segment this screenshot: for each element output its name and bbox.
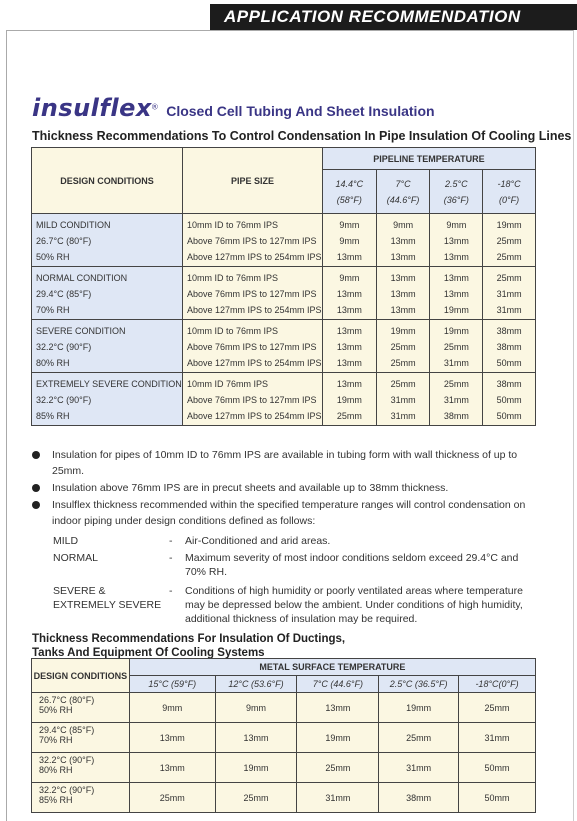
col-header-metal-surface-temperature: METAL SURFACE TEMPERATURE: [129, 659, 535, 676]
thickness-cell: 19mm: [297, 723, 379, 753]
thickness-cell: 19mm: [215, 753, 297, 783]
thickness-cell: 25mm: [379, 723, 459, 753]
definition-row: MILD - Air-Conditioned and arid areas.: [53, 534, 533, 548]
registered-mark: ®: [151, 102, 158, 112]
thickness-cell: 9mm 13mm 13mm: [430, 214, 483, 267]
table-row: [32, 267, 536, 320]
section1-title: Thickness Recommendations To Control Condensation In Pipe Insulation Of Cooling Lines: [32, 129, 572, 143]
temp-header: 12°C (53.6°F): [215, 676, 297, 693]
thickness-cell: 25mm: [459, 693, 536, 723]
thickness-cell: 13mm 19mm 25mm: [322, 373, 376, 426]
brand-logo: insulflex: [32, 94, 152, 122]
table-row: [32, 214, 536, 267]
table-row: [32, 373, 536, 426]
list-item: Insulflex thickness recommended within the specified temperature ranges will control condensation on indoor piping under design conditions defined as follows:: [30, 497, 530, 529]
table-row: [32, 783, 536, 813]
bullet-icon: [32, 501, 40, 509]
thickness-cell: 13mm: [129, 723, 215, 753]
thickness-cell: 25mm 31mm 31mm: [483, 267, 536, 320]
pipe-size-cell: 10mm ID to 76mm IPS Above 76mm IPS to 127mm IPS Above 127mm IPS to 254mm IPS: [182, 267, 322, 320]
list-item: Insulation for pipes of 10mm ID to 76mm IPS are available in tubing form with wall thickness of up to 25mm.: [30, 447, 530, 479]
thickness-cell: 13mm: [215, 723, 297, 753]
thickness-cell: 38mm 50mm 50mm: [483, 373, 536, 426]
definition-desc: Maximum severity of most indoor conditions seldom exceed 29.4°C and 70% RH.: [185, 552, 519, 578]
col-header-design-conditions: DESIGN CONDITIONS: [32, 148, 183, 214]
thickness-cell: 9mm 13mm 13mm: [322, 267, 376, 320]
thickness-cell: 19mm 25mm 25mm: [376, 320, 430, 373]
thickness-cell: 25mm 31mm 38mm: [430, 373, 483, 426]
thickness-cell: 31mm: [379, 753, 459, 783]
table-row: [32, 753, 536, 783]
thickness-cell: 13mm 13mm 19mm: [430, 267, 483, 320]
col-header-pipe-size: PIPE SIZE: [182, 148, 322, 214]
thickness-cell: 25mm 31mm 31mm: [376, 373, 430, 426]
thickness-cell: 38mm: [379, 783, 459, 813]
thickness-cell: 13mm: [297, 693, 379, 723]
definition-row: NORMAL - Maximum severity of most indoor conditions seldom exceed 29.4°C and 70% RH.: [53, 551, 533, 579]
definition-desc: Conditions of high humidity or poorly ventilated areas where temperature may be depressed below the ambient. Under conditions of high humidity, additional thickness of insulation may be required.: [185, 585, 523, 625]
design-condition-cell: MILD CONDITION 26.7°C (80°F) 50% RH: [32, 214, 183, 267]
thickness-cell: 9mm 13mm 13mm: [376, 214, 430, 267]
definition-row: SEVERE & EXTREMELY SEVERE - Conditions of high humidity or poorly ventilated areas where temperature may be depressed below the ambient. Under conditions of high humidity, additional thickness of insulation may be required.: [53, 584, 533, 626]
temp-header: 14.4°C (58°F): [322, 170, 376, 214]
thickness-cell: 31mm: [459, 723, 536, 753]
notes-list: [30, 447, 530, 530]
section2-title: Thickness Recommendations For Insulation Of Ductings, Tanks And Equipment Of Cooling Systems: [32, 633, 346, 659]
design-condition-cell: 26.7°C (80°F) 50% RH: [32, 693, 130, 723]
design-condition-cell: 32.2°C (90°F) 85% RH: [32, 783, 130, 813]
thickness-cell: 9mm: [215, 693, 297, 723]
temp-header: 7°C (44.6°F): [297, 676, 379, 693]
temp-header: 15°C (59°F): [129, 676, 215, 693]
design-condition-cell: 32.2°C (90°F) 80% RH: [32, 753, 130, 783]
table-row: [32, 723, 536, 753]
thickness-cell: 50mm: [459, 753, 536, 783]
thickness-cell: 9mm: [129, 693, 215, 723]
brand-header: [32, 94, 435, 122]
design-condition-cell: EXTREMELY SEVERE CONDITION 32.2°C (90°F) 85% RH: [32, 373, 183, 426]
table-row: [32, 693, 536, 723]
thickness-cell: 19mm: [379, 693, 459, 723]
design-condition-cell: SEVERE CONDITION 32.2°C (90°F) 80% RH: [32, 320, 183, 373]
temp-header: 7°C (44.6°F): [376, 170, 430, 214]
list-item: Insulation above 76mm IPS are in precut sheets and available up to 38mm thickness.: [30, 480, 530, 496]
definition-term: SEVERE & EXTREMELY SEVERE: [53, 585, 162, 611]
table-row: [32, 320, 536, 373]
thickness-cell: 38mm 38mm 50mm: [483, 320, 536, 373]
design-condition-cell: NORMAL CONDITION 29.4°C (85°F) 70% RH: [32, 267, 183, 320]
temp-header: -18°C(0°F): [459, 676, 536, 693]
thickness-cell: 9mm 9mm 13mm: [322, 214, 376, 267]
temp-header: 2.5°C (36°F): [430, 170, 483, 214]
page-banner: APPLICATION RECOMMENDATION: [210, 4, 577, 30]
pipe-size-cell: 10mm ID to 76mm IPS Above 76mm IPS to 127mm IPS Above 127mm IPS to 254mm IPS: [182, 214, 322, 267]
thickness-cell: 31mm: [297, 783, 379, 813]
thickness-cell: 19mm 25mm 31mm: [430, 320, 483, 373]
temp-header: 2.5°C (36.5°F): [379, 676, 459, 693]
duct-thickness-table: [31, 658, 536, 813]
definition-term: MILD: [53, 535, 79, 547]
definition-term: NORMAL: [53, 552, 98, 564]
pipe-thickness-table: [31, 147, 536, 426]
thickness-cell: 50mm: [459, 783, 536, 813]
design-condition-cell: 29.4°C (85°F) 70% RH: [32, 723, 130, 753]
pipe-size-cell: 10mm ID 76mm IPS Above 76mm IPS to 127mm IPS Above 127mm IPS to 254mm IPS: [182, 373, 322, 426]
temp-header: -18°C (0°F): [483, 170, 536, 214]
condition-definitions: [53, 534, 533, 626]
bullet-icon: [32, 451, 40, 459]
thickness-cell: 25mm: [297, 753, 379, 783]
col-header-pipeline-temperature: PIPELINE TEMPERATURE: [322, 148, 535, 170]
thickness-cell: 13mm: [129, 753, 215, 783]
brand-tagline: Closed Cell Tubing And Sheet Insulation: [166, 103, 435, 119]
thickness-cell: 13mm 13mm 13mm: [322, 320, 376, 373]
definition-desc: Air-Conditioned and arid areas.: [185, 535, 331, 547]
col-header-design-conditions: DESIGN CONDITIONS: [32, 659, 130, 693]
thickness-cell: 19mm 25mm 25mm: [483, 214, 536, 267]
pipe-size-cell: 10mm ID to 76mm IPS Above 76mm IPS to 127mm IPS Above 127mm IPS to 254mm IPS: [182, 320, 322, 373]
thickness-cell: 25mm: [215, 783, 297, 813]
bullet-icon: [32, 484, 40, 492]
thickness-cell: 13mm 13mm 13mm: [376, 267, 430, 320]
thickness-cell: 25mm: [129, 783, 215, 813]
